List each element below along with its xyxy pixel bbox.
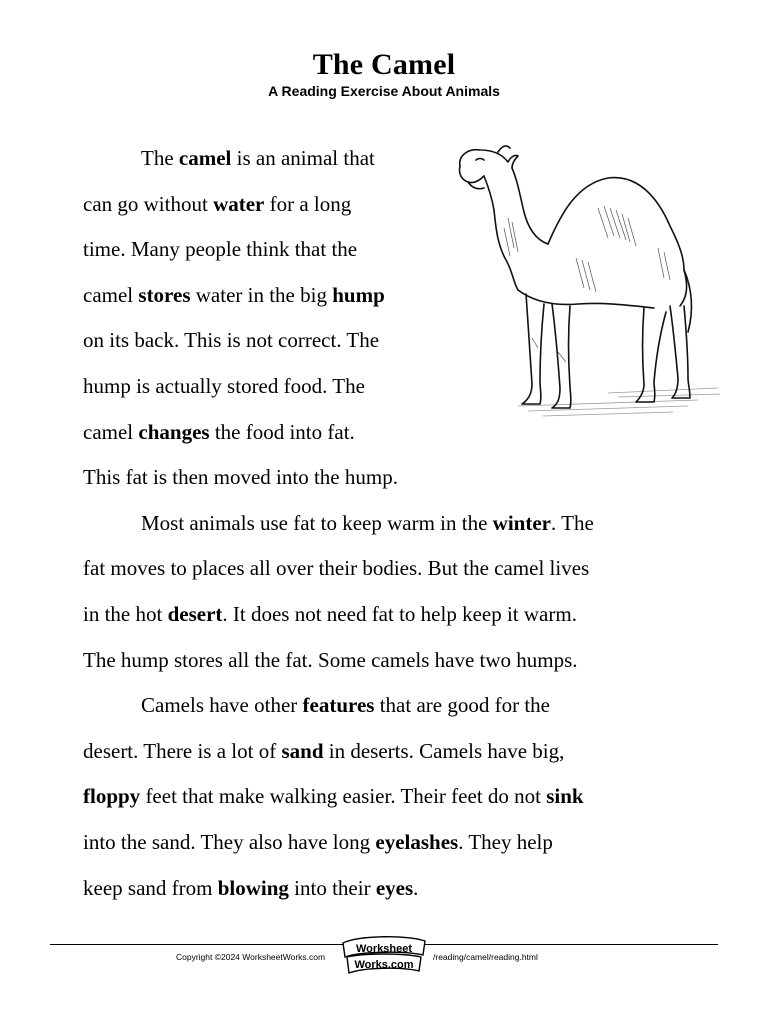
story-text-segment: . bbox=[413, 875, 419, 900]
story-text-segment: keep sand from bbox=[83, 875, 218, 900]
story-text-segment: This fat is then moved into the hump. bbox=[83, 465, 398, 490]
story-text-segment: . They help bbox=[458, 829, 553, 854]
story-text-segment: The bbox=[141, 146, 179, 170]
story-text-segment: desert. There is a lot of bbox=[83, 738, 282, 763]
story-line bbox=[83, 592, 683, 638]
vocab-word: stores bbox=[138, 282, 191, 307]
story-line bbox=[83, 227, 683, 273]
story-text-segment: camel bbox=[83, 419, 139, 444]
story-line bbox=[83, 501, 683, 547]
story-text-segment: for a long bbox=[264, 191, 352, 216]
vocab-word: eyes bbox=[375, 875, 414, 900]
story-line bbox=[83, 136, 683, 182]
vocab-word: desert bbox=[167, 601, 223, 626]
story-text-segment: camel bbox=[83, 282, 139, 307]
story-line bbox=[83, 866, 683, 912]
logo-line-1: Worksheet bbox=[355, 943, 413, 955]
story-text-segment: into their bbox=[288, 875, 376, 900]
logo-line-2: Works.com bbox=[354, 959, 414, 971]
story-text-segment: in deserts. Camels have big, bbox=[323, 738, 565, 763]
story-line bbox=[83, 774, 683, 820]
page-title: The Camel bbox=[312, 48, 456, 81]
footer-path: /reading/camel/reading.html bbox=[433, 952, 538, 962]
vocab-word: changes bbox=[138, 419, 210, 444]
story-text-segment: Most animals use fat to keep warm in the bbox=[141, 510, 493, 535]
story-line bbox=[83, 273, 683, 319]
story-text-segment: time. Many people think that the bbox=[83, 237, 358, 262]
story-line bbox=[83, 182, 683, 228]
story-line bbox=[83, 410, 683, 456]
story-text-segment: into the sand. They also have long bbox=[83, 829, 376, 854]
page-subtitle: A Reading Exercise About Animals bbox=[268, 83, 500, 99]
story-line bbox=[83, 364, 683, 410]
worksheetworks-logo-icon bbox=[337, 935, 431, 975]
story-text-segment: hump is actually stored food. The bbox=[83, 373, 365, 398]
story-text-segment: the food into fat. bbox=[209, 419, 355, 444]
story-text bbox=[83, 136, 683, 911]
story-text-segment: The hump stores all the fat. Some camels have two humps. bbox=[83, 647, 578, 672]
vocab-word: winter bbox=[492, 510, 551, 535]
story-text-segment: fat moves to places all over their bodies. But the camel lives bbox=[83, 556, 590, 581]
story-line bbox=[83, 638, 683, 684]
vocab-word: blowing bbox=[217, 875, 289, 900]
story-line bbox=[83, 546, 683, 592]
story-text-segment: on its back. This is not correct. The bbox=[83, 328, 380, 353]
story-text-segment: feet that make walking easier. Their feet do not bbox=[140, 784, 547, 809]
vocab-word: eyelashes bbox=[375, 829, 459, 854]
story-text-segment: . It does not need fat to help keep it warm. bbox=[222, 601, 577, 626]
story-text-segment: water in the big bbox=[190, 282, 333, 307]
vocab-word: water bbox=[213, 191, 265, 216]
vocab-word: hump bbox=[332, 282, 385, 307]
story-text-segment: in the hot bbox=[83, 601, 168, 626]
vocab-word: camel bbox=[178, 146, 232, 170]
story-text-segment: that are good for the bbox=[374, 693, 550, 718]
story-line bbox=[83, 455, 683, 501]
vocab-word: floppy bbox=[83, 784, 141, 809]
vocab-word: sand bbox=[281, 738, 324, 763]
footer-copyright: Copyright ©2024 WorksheetWorks.com bbox=[176, 952, 326, 962]
story-text-segment: is an animal that bbox=[231, 146, 375, 170]
story-text-segment: can go without bbox=[83, 191, 214, 216]
story-line bbox=[83, 729, 683, 775]
vocab-word: features bbox=[302, 693, 375, 718]
story-text-segment: . The bbox=[551, 510, 594, 535]
story-text-segment: Camels have other bbox=[141, 693, 303, 718]
vocab-word: sink bbox=[546, 784, 584, 809]
story-line bbox=[83, 318, 683, 364]
story-line bbox=[83, 683, 683, 729]
story-line bbox=[83, 820, 683, 866]
